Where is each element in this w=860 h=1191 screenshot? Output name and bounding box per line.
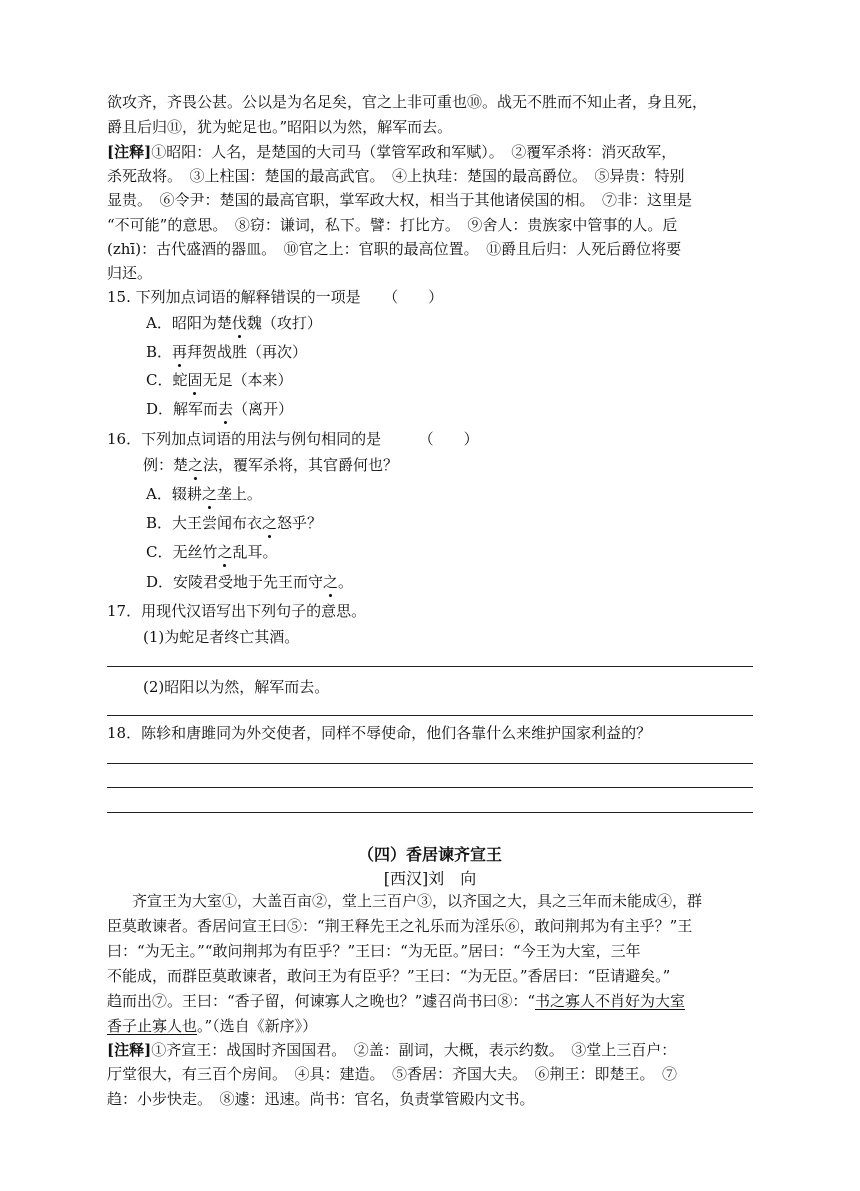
underlined-sentence: 香子止寡人也 [107, 1017, 198, 1035]
section-author: [西汉]刘 向 [383, 869, 477, 888]
q16-option-b [146, 513, 322, 533]
notes-line: 显贵。 ⑥令尹：楚国的最高官职，掌军政大权，相当于其他诸侯国的相。 ⑦非：这里是 [107, 191, 693, 209]
q15-option-c [146, 370, 293, 390]
notes-line [107, 1040, 676, 1060]
passage-line: 欲攻齐，齐畏公甚。公以是为名足矣，官之上非可重也⑩。战无不胜而不知止者，身且死， [107, 93, 708, 111]
option-text: D．安陵君受地于先王而守 [146, 573, 324, 591]
option-text: 拜贺战胜（再次） [187, 343, 308, 361]
option-text: B．大王尝闻布衣 [146, 514, 263, 532]
q16-example [143, 455, 398, 475]
notes-line: 趋：小步快走。 ⑧遽：迅速。尚书：官名，负责掌管殿内文书。 [107, 1090, 535, 1108]
q17-sentence-1: (1)为蛇足者终亡其酒。 [143, 628, 300, 646]
section-title: （四）香居谏齐宣王 [357, 845, 502, 864]
q15-option-a [146, 313, 322, 333]
option-text: 垄上。 [216, 485, 262, 503]
notes-line [107, 142, 676, 162]
passage-line: 齐宣王为大室①，大盖百亩②，堂上三百户③，以齐国之大，具之三年而未能成④，群 [132, 892, 703, 910]
notes-line: “不可能”的意思。 ⑧窃：谦词，私下。譬：打比方。 ⑨舍人：贵族家中管事的人。卮 [107, 216, 678, 234]
passage-line: 爵且后归⑪，犹为蛇足也。”昭阳以为然，解军而去。 [107, 118, 453, 136]
q15-option-d [146, 399, 293, 419]
notes-line: 杀死敌将。 ③上柱国：楚国的最高武官。 ④上执珪：楚国的最高爵位。 ⑤异贵：特别 [107, 167, 685, 185]
notes-line: (zhī)：古代盛酒的器皿。 ⑩官之上：官职的最高位置。 ⑪爵且后归：人死后爵位将要 [107, 240, 682, 258]
dotted-word: 之 [188, 456, 204, 474]
notes-text: ①齐宣王：战国时齐国国君。 ②盖：副词，大概，表示约数。 ③堂上三百户： [151, 1041, 677, 1059]
question-18-stem: 18．陈轸和唐雎同为外交使者，同样不辱使命，他们各靠什么来维护国家利益的？ [107, 724, 652, 742]
notes-label: [注释] [107, 1041, 152, 1059]
dotted-word: 之 [217, 543, 233, 561]
q16-option-a [146, 484, 262, 504]
notes-line: 归还。 [107, 264, 153, 282]
option-text: C．蛇 [146, 371, 188, 389]
q16-option-c [146, 542, 278, 562]
option-text: 无足（本来） [202, 371, 293, 389]
dotted-word: 之 [323, 573, 339, 591]
answer-line[interactable] [107, 787, 753, 788]
notes-line: 厅堂很大，有三百个房间。 ④具：建造。 ⑤香居：齐国大夫。 ⑥荆王：即楚王。 ⑦ [107, 1065, 678, 1083]
q16-option-d [146, 572, 353, 592]
answer-line[interactable] [107, 812, 753, 813]
q17-sentence-2: (2)昭阳以为然，解军而去。 [143, 678, 330, 696]
passage-line: 臣莫敢谏者。香居问宣王曰⑤：“荆王释先王之礼乐而为淫乐⑥，敢问荆邦为有主乎？”王 [107, 917, 693, 935]
option-text: 例：楚 [143, 456, 189, 474]
option-text: 怒乎？ [277, 514, 323, 532]
notes-text: ①昭阳：人名，是楚国的大司马（掌管军政和军赋）。 ②覆军杀将：消灭敌军， [151, 143, 677, 161]
option-text: D．解军而 [146, 400, 219, 418]
passage-line [107, 1016, 317, 1036]
answer-line[interactable] [107, 666, 753, 667]
option-text: C．无丝竹 [146, 543, 218, 561]
q15-option-b [146, 342, 307, 362]
dotted-word: 之 [201, 485, 217, 503]
passage-line: 曰：“为无主。”“敢问荆邦为有臣乎？”王曰：“为无臣。”居曰：“今王为大室，三年 [107, 942, 641, 960]
underlined-sentence: 书之寡人不肖好为大室 [535, 992, 686, 1010]
option-text: B． [146, 343, 173, 361]
dotted-word: 固 [187, 371, 203, 389]
option-text: 法，覆军杀将，其官爵何也？ [203, 456, 399, 474]
question-15-stem: 15. 下列加点词语的解释错误的一项是 （ ） [107, 288, 444, 306]
answer-line[interactable] [107, 763, 753, 764]
option-text: 魏（攻打） [246, 314, 322, 332]
dotted-word: 之 [262, 514, 278, 532]
passage-line [107, 991, 685, 1011]
option-text: A．辍耕 [146, 485, 202, 503]
notes-label: [注释] [107, 143, 152, 161]
question-16-stem: 16．下列加点词语的用法与例句相同的是 （ ） [107, 430, 479, 448]
option-text: （离开） [233, 400, 294, 418]
passage-text: 趋而出⑦。王曰：“香子留，何谏寡人之晚也？”遽召尚书曰⑧：“ [107, 992, 536, 1010]
option-text: A．昭阳为楚 [146, 314, 232, 332]
dotted-word: 伐 [231, 314, 247, 332]
passage-line: 不能成，而群臣莫敢谏者，敢问王为有臣乎？”王曰：“为无臣。”香居曰：“臣请避矣。” [107, 967, 671, 985]
question-17-stem: 17．用现代汉语写出下列句子的意思。 [107, 602, 367, 620]
dotted-word: 再 [172, 343, 188, 361]
passage-text: 。”（选自《新序》） [197, 1017, 318, 1035]
option-text: 乱耳。 [232, 543, 278, 561]
option-text: 。 [338, 573, 354, 591]
answer-line[interactable] [107, 715, 753, 716]
dotted-word: 去 [218, 400, 234, 418]
